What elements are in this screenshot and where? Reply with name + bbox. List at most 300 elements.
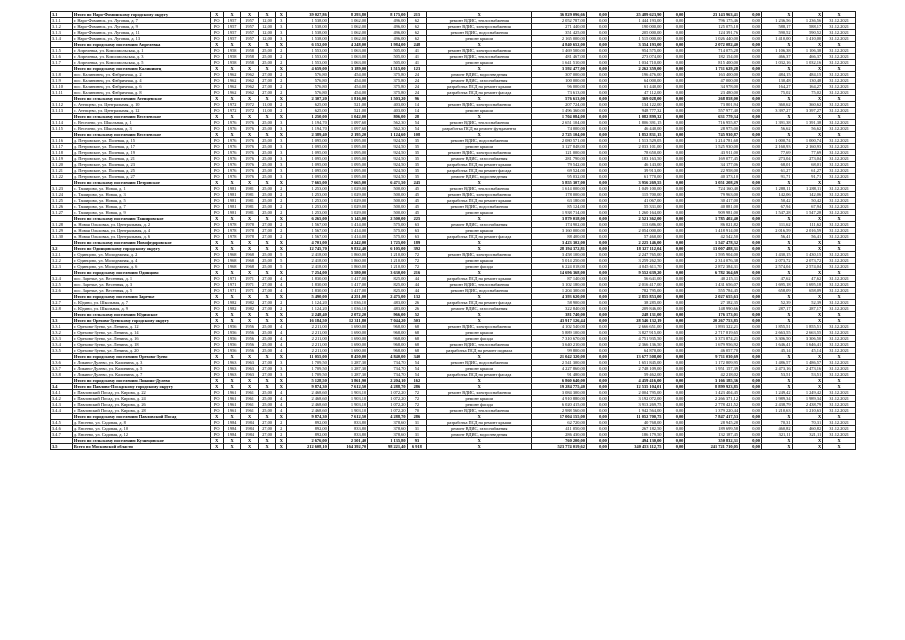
table-cell: 625,00 [287, 108, 329, 114]
table-cell: 0,00 [740, 78, 762, 84]
table-cell: 3 [276, 156, 287, 162]
table-cell: 25,00 [258, 60, 276, 66]
table-cell: 4 751 935,50 [608, 336, 663, 342]
table-cell: 27,00 [258, 276, 276, 282]
table-cell: 47 000,00 [685, 78, 740, 84]
table-cell: 0,00 [663, 234, 685, 240]
table-cell: 0,00 [740, 66, 762, 72]
table-cell: X [210, 444, 223, 450]
table-cell: 54 [407, 126, 427, 132]
table-cell: 1 106,38 [792, 48, 823, 54]
table-cell: X [210, 216, 223, 222]
table-cell: 0,00 [740, 198, 762, 204]
table-cell: 31.12.2021 [823, 36, 856, 42]
table-cell: 0,00 [586, 132, 608, 138]
table-cell: 1 042,00 [328, 114, 367, 120]
table-cell: 392 [407, 246, 427, 252]
table-cell: 13 007 488,31 [685, 246, 740, 252]
table-cell: 25,00 [258, 150, 276, 156]
table-cell: 2 016,59 [792, 228, 823, 234]
table-cell: 31.12.2021 [823, 222, 856, 228]
table-cell: 0,00 [586, 108, 608, 114]
table-cell: 0,00 [663, 78, 685, 84]
table-cell: 924,50 [368, 174, 407, 180]
table-cell: X [210, 438, 223, 444]
table-cell: д. Петровское, ул. Полевая, д. 27 [72, 174, 210, 180]
table-cell: 11 052 700,75 [608, 414, 663, 420]
table-cell: 9 874,30 [287, 384, 329, 390]
table-cell: 0,00 [586, 228, 608, 234]
table-cell: X [210, 384, 223, 390]
table-cell: 2 004 795,00 [608, 390, 663, 396]
table-cell: ремонт ВДИС, газоснабжения [427, 222, 532, 228]
table-cell: 2 872 384,31 [685, 264, 740, 270]
table-cell: 375,80 [368, 90, 407, 96]
table-cell: 5 580,00 [328, 270, 367, 276]
table-cell: 3 306,50 [761, 336, 792, 342]
table-cell: 3.1.2 [51, 24, 73, 30]
table-cell: 1957 [223, 18, 241, 24]
table-cell: 1 095,00 [287, 162, 329, 168]
table-cell: 61,27 [792, 168, 823, 174]
table-cell: 0,00 [663, 420, 685, 426]
table-cell: 1982 [223, 306, 241, 312]
table-cell: 1 032,16 [761, 60, 792, 66]
table-cell: X [223, 318, 241, 324]
table-cell: 7 044,20 [368, 318, 407, 324]
table-cell: 378,60 [368, 426, 407, 432]
table-cell: 381 740,00 [532, 312, 587, 318]
table-cell: 0,00 [586, 306, 608, 312]
table-cell: 0,00 [586, 402, 608, 408]
table-cell: 27,00 [258, 432, 276, 438]
table-cell: 31.12.2021 [823, 60, 856, 66]
table-cell: 0,00 [586, 48, 608, 54]
table-cell: 0,00 [586, 372, 608, 378]
table-cell: 2 651 104,00 [532, 120, 587, 126]
table-cell: 31.12.2021 [823, 24, 856, 30]
table-cell: 3 [276, 144, 287, 150]
table-cell: 35 [407, 138, 427, 144]
table-cell: 31.12.2021 [823, 324, 856, 330]
table-cell: X [823, 96, 856, 102]
table-cell: 0,00 [740, 12, 762, 18]
table-cell: 0,00 [663, 156, 685, 162]
table-cell: X [223, 180, 241, 186]
table-cell: 54 [407, 120, 427, 126]
table-cell: 27,00 [258, 372, 276, 378]
table-cell: X [276, 318, 287, 324]
table-cell: X [427, 12, 532, 18]
table-cell: X [823, 444, 856, 450]
table-cell: 576 613,00 [532, 96, 587, 102]
table-cell: 0,00 [740, 186, 762, 192]
table-cell: 12,00 [258, 24, 276, 30]
table-cell: 67,94 [761, 204, 792, 210]
table-cell: г. Одинцово, ул. Молодежная, д. 4 [72, 258, 210, 264]
table-cell: 2 073,72 [792, 258, 823, 264]
table-cell: 0,00 [740, 48, 762, 54]
table-cell: 1 553,00 [287, 48, 329, 54]
table-cell: 454,00 [328, 78, 367, 84]
table-cell: X [223, 42, 241, 48]
table-cell: 16 184,50 [287, 318, 329, 324]
table-cell: 3.1.15 [51, 126, 73, 132]
table-cell: 0,00 [740, 210, 762, 216]
table-cell: 1 903,10 [328, 408, 367, 414]
table-cell: 0,00 [740, 150, 762, 156]
table-cell: 0,00 [586, 114, 608, 120]
table-cell: 0,00 [740, 300, 762, 306]
table-cell: X [210, 294, 223, 300]
table-cell: 1 651 845,00 [608, 360, 663, 366]
table-cell: 3.1.21 [51, 168, 73, 174]
table-cell: X [276, 438, 287, 444]
table-cell: X [210, 246, 223, 252]
table-cell: 5 [276, 252, 287, 258]
table-cell: 189 [407, 240, 427, 246]
table-cell: X [276, 66, 287, 72]
table-cell: 0,00 [663, 180, 685, 186]
table-cell: 1 032,16 [792, 60, 823, 66]
table-cell: 0,00 [663, 240, 685, 246]
table-cell: 496,00 [368, 18, 407, 24]
table-cell: 3.4.3 [51, 402, 73, 408]
table-cell: д. Евсеево, ул. Садовая, д. 8 [72, 420, 210, 426]
table-cell: 1958 [223, 60, 241, 66]
table-cell: 0,00 [663, 186, 685, 192]
table-cell: ремонт крыши [427, 366, 532, 372]
table-cell: 658,09 [792, 288, 823, 294]
table-cell: 96 000,00 [532, 84, 587, 90]
table-cell: 267 182,50 [608, 426, 663, 432]
table-cell: 3.1.3 [51, 30, 73, 36]
table-cell: X [427, 114, 532, 120]
table-cell: РО [210, 198, 223, 204]
table-cell: 64 870,00 [608, 348, 663, 354]
table-cell: 658,09 [761, 288, 792, 294]
table-cell: 6 860 640,00 [532, 378, 587, 384]
table-cell: 1962 [223, 72, 241, 78]
table-cell: 1976 [223, 162, 241, 168]
table-cell: 0,00 [586, 348, 608, 354]
table-cell: 3 [276, 150, 287, 156]
table-cell: 207 724,00 [532, 102, 587, 108]
table-cell: X [761, 66, 792, 72]
table-cell: X [241, 240, 259, 246]
table-cell: 1 097,60 [328, 120, 367, 126]
table-cell: 95 032,00 [532, 174, 587, 180]
table-cell: 13 677 508,00 [608, 354, 663, 360]
table-cell: 1956 [223, 348, 241, 354]
table-cell: 3.3.7 [51, 366, 73, 372]
table-cell: 21 042 320,00 [532, 354, 587, 360]
table-cell: 3.2.3 [51, 264, 73, 270]
table-cell: 1 072,20 [368, 390, 407, 396]
table-cell: 0,00 [740, 318, 762, 324]
table-cell: 3 592 477,00 [532, 66, 587, 72]
table-cell: 2 [276, 72, 287, 78]
table-cell: 1 391,38 [761, 120, 792, 126]
table-cell: 1 893 322,21 [685, 324, 740, 330]
table-cell: 2 204,10 [368, 378, 407, 384]
table-cell: ремонт ВДИС, электроснабжения [427, 102, 532, 108]
table-cell: РО [210, 228, 223, 234]
table-cell: 3 640 210,00 [532, 342, 587, 348]
table-cell: 25,00 [258, 342, 276, 348]
table-cell: 1982 [223, 300, 241, 306]
table-cell: 1976 [241, 162, 259, 168]
table-cell: 1957 [241, 18, 259, 24]
table-cell: 6 471,50 [368, 180, 407, 186]
table-cell: 954 575,00 [608, 48, 663, 54]
table-cell: 1968 [241, 264, 259, 270]
table-cell: 3.3.1 [51, 324, 73, 330]
table-cell: 100 000,00 [532, 78, 587, 84]
table-cell: 1972 [223, 102, 241, 108]
table-cell: 1 000,74 [792, 138, 823, 144]
table-cell: 1963 [241, 360, 259, 366]
table-cell: г. Орехово-Зуево, ул. Ленина, д. 16 [72, 336, 210, 342]
table-cell: X [792, 180, 823, 186]
table-cell: X [761, 96, 792, 102]
table-cell: 2 307,20 [287, 96, 329, 102]
table-cell: 1 646,41 [792, 342, 823, 348]
table-cell: разработка ПСД на ремонт крыши [427, 198, 532, 204]
table-cell: 47,62 [792, 276, 823, 282]
table-cell: 0,00 [586, 42, 608, 48]
table-cell: 27,00 [258, 222, 276, 228]
table-cell: 2 [276, 222, 287, 228]
table-cell: 1 547,28 [761, 210, 792, 216]
table-cell: 93 [407, 438, 427, 444]
table-cell: 31.12.2021 [823, 108, 856, 114]
table-cell: 1 095,00 [287, 156, 329, 162]
table-cell: 31.12.2021 [823, 162, 856, 168]
table-cell: 1976 [223, 126, 241, 132]
table-cell: 1 124,20 [287, 306, 329, 312]
table-cell: 1 860,00 [328, 258, 367, 264]
table-cell: 1962 [223, 84, 241, 90]
table-cell: с. Атепцево, ул. Центральная, д. 12 [72, 108, 210, 114]
table-cell: 0,00 [586, 288, 608, 294]
table-cell: 2 366 136,50 [608, 342, 663, 348]
table-cell: 496,00 [368, 30, 407, 36]
table-cell: 0,00 [663, 42, 685, 48]
table-cell: ремонт ВДИС, водоотведения [427, 174, 532, 180]
table-cell: X [241, 378, 259, 384]
table-cell: X [241, 414, 259, 420]
table-cell: 0,00 [663, 150, 685, 156]
table-cell: ремонт фасада [427, 402, 532, 408]
table-cell: X [761, 240, 792, 246]
table-cell: 8 293,80 [328, 12, 367, 18]
table-cell: X [210, 270, 223, 276]
table-cell: 2 054 000,00 [608, 228, 663, 234]
table-cell: 2 016 417,00 [608, 282, 663, 288]
table-cell: 1971 [223, 276, 241, 282]
table-cell: 0,00 [740, 366, 762, 372]
table-cell: X [276, 270, 287, 276]
table-cell: РО [210, 186, 223, 192]
table-cell: X [427, 216, 532, 222]
table-cell: 88 400,00 [532, 234, 587, 240]
repair-program-table [50, 11, 856, 450]
table-cell: 1 431 656,07 [685, 282, 740, 288]
table-cell: 25,00 [258, 396, 276, 402]
table-cell: 2 501,40 [328, 438, 367, 444]
table-cell: 924,50 [368, 162, 407, 168]
table-cell: 35 [407, 168, 427, 174]
table-cell: 62 720,00 [532, 420, 587, 426]
table-cell: 27,00 [258, 228, 276, 234]
table-cell: X [276, 114, 287, 120]
table-cell: 3 160 000,00 [532, 228, 587, 234]
table-cell: X [223, 96, 241, 102]
table-cell: 56,62 [792, 126, 823, 132]
table-cell: 91,71 [761, 174, 792, 180]
table-cell: 31.12.2021 [823, 300, 856, 306]
table-cell: 350 832,31 [685, 438, 740, 444]
table-cell: 31.12.2021 [823, 402, 856, 408]
table-cell: 1981 [223, 186, 241, 192]
table-cell: 35 [407, 174, 427, 180]
table-cell: 9 552 639,20 [608, 270, 663, 276]
table-cell: 1 614 000,00 [532, 186, 587, 192]
table-cell: 1 938 714,00 [532, 210, 587, 216]
table-cell: ремонт ВДИС, водоснабжения [427, 360, 532, 366]
table-cell: 1 942 564,00 [608, 408, 663, 414]
table-cell: 1 253,00 [287, 186, 329, 192]
table-cell: 1984 [223, 432, 241, 438]
table-cell: 0,00 [663, 204, 685, 210]
table-cell: 1 253,00 [287, 204, 329, 210]
table-cell: 484,15 [792, 72, 823, 78]
table-cell: 1 095,00 [287, 168, 329, 174]
table-cell: 1978 [223, 222, 241, 228]
table-cell: X [823, 354, 856, 360]
table-cell: 0,00 [740, 108, 762, 114]
table-cell: ремонт фасада [427, 264, 532, 270]
table-cell: 0,00 [740, 384, 762, 390]
table-cell: 25,00 [258, 330, 276, 336]
table-cell: 0,00 [663, 318, 685, 324]
table-cell: 31.12.2021 [823, 432, 856, 438]
table-cell: 3.1.26 [51, 204, 73, 210]
table-cell: 47,62 [761, 276, 792, 282]
table-cell: 0,00 [586, 180, 608, 186]
table-cell: ремонт ВДИС, водоснабжения [427, 30, 532, 36]
table-cell: 1981 [241, 186, 259, 192]
table-cell: 0,00 [740, 288, 762, 294]
table-cell: 52,39 [792, 300, 823, 306]
table-cell: 0,00 [740, 156, 762, 162]
table-cell: 31 [407, 426, 427, 432]
table-cell: 3.2.7 [51, 300, 73, 306]
table-cell: X [823, 414, 856, 420]
table-cell: 3.1.19 [51, 156, 73, 162]
table-cell: РО [210, 288, 223, 294]
table-cell: разработка ПСД на ремонт фасада [427, 300, 532, 306]
table-cell: 1 106,38 [761, 48, 792, 54]
table-cell: 1 641 510,00 [532, 60, 587, 66]
table-cell: РО [210, 222, 223, 228]
table-cell: 4 840,00 [368, 354, 407, 360]
table-cell: 25,00 [258, 198, 276, 204]
table-cell: 2 266 371,12 [685, 396, 740, 402]
table-cell: 209 846,00 [608, 306, 663, 312]
table-cell: 27,00 [258, 72, 276, 78]
table-cell: 1 417,00 [328, 276, 367, 282]
table-cell: РО [210, 60, 223, 66]
table-cell: 1968 [223, 258, 241, 264]
table-cell: 1 538,00 [287, 30, 329, 36]
table-cell: РО [210, 372, 223, 378]
table-cell: 31.12.2021 [823, 18, 856, 24]
table-cell: 2 988 560,00 [532, 408, 587, 414]
table-cell: 31.12.2021 [823, 72, 856, 78]
table-cell: разработка ПСД на ремонт фундамента [427, 126, 532, 132]
table-cell: 0,00 [586, 366, 608, 372]
table-cell: 163 400,00 [685, 72, 740, 78]
table-cell: 2 438,79 [792, 402, 823, 408]
table-cell: X [258, 270, 276, 276]
table-cell: 53,51 [792, 372, 823, 378]
table-cell: X [258, 240, 276, 246]
table-cell: 11,00 [258, 108, 276, 114]
table-cell: X [258, 246, 276, 252]
table-cell: 68,01 [761, 162, 792, 168]
table-cell: 31.12.2021 [823, 210, 856, 216]
table-cell: X [241, 96, 259, 102]
table-cell: РО [210, 36, 223, 42]
table-cell: 3.1.4 [51, 36, 73, 42]
table-cell: 1976 [223, 138, 241, 144]
table-cell: 1 029,00 [328, 186, 367, 192]
table-cell: 31.12.2021 [823, 168, 856, 174]
table-cell: X [258, 318, 276, 324]
table-cell: 178 000,00 [532, 192, 587, 198]
table-cell: X [258, 132, 276, 138]
table-cell: 5 855 307,00 [532, 180, 587, 186]
table-cell: 734,70 [368, 360, 407, 366]
table-cell: 176 173,01 [685, 312, 740, 318]
table-cell: д. Евсеево, ул. Садовая, д. 12 [72, 432, 210, 438]
table-cell: X [792, 12, 823, 18]
table-cell: 1 567,00 [287, 234, 329, 240]
table-cell: 3.2.8 [51, 306, 73, 312]
table-cell: 31.12.2021 [823, 264, 856, 270]
table-cell: 5 [276, 258, 287, 264]
table-cell: ремонт ВДИС, электроснабжения [427, 24, 532, 30]
table-cell: 2 [276, 198, 287, 204]
table-cell: 44 [407, 282, 427, 288]
table-cell: 2 473,16 [792, 366, 823, 372]
table-cell: 96 [407, 96, 427, 102]
table-cell: 41 [407, 48, 427, 54]
table-cell: Итого по сельскому поселению Ташировское [72, 216, 210, 222]
table-cell: 20 267 753,85 [685, 318, 740, 324]
table-cell: X [792, 438, 823, 444]
table-cell: 3 879 018,00 [532, 216, 587, 222]
table-cell: 69 524,00 [532, 168, 587, 174]
table-cell: 0,00 [663, 336, 685, 342]
table-cell: X [427, 240, 532, 246]
table-cell: 924,50 [368, 144, 407, 150]
table-cell: X [210, 180, 223, 186]
table-cell: X [241, 438, 259, 444]
table-cell: 27,00 [258, 360, 276, 366]
